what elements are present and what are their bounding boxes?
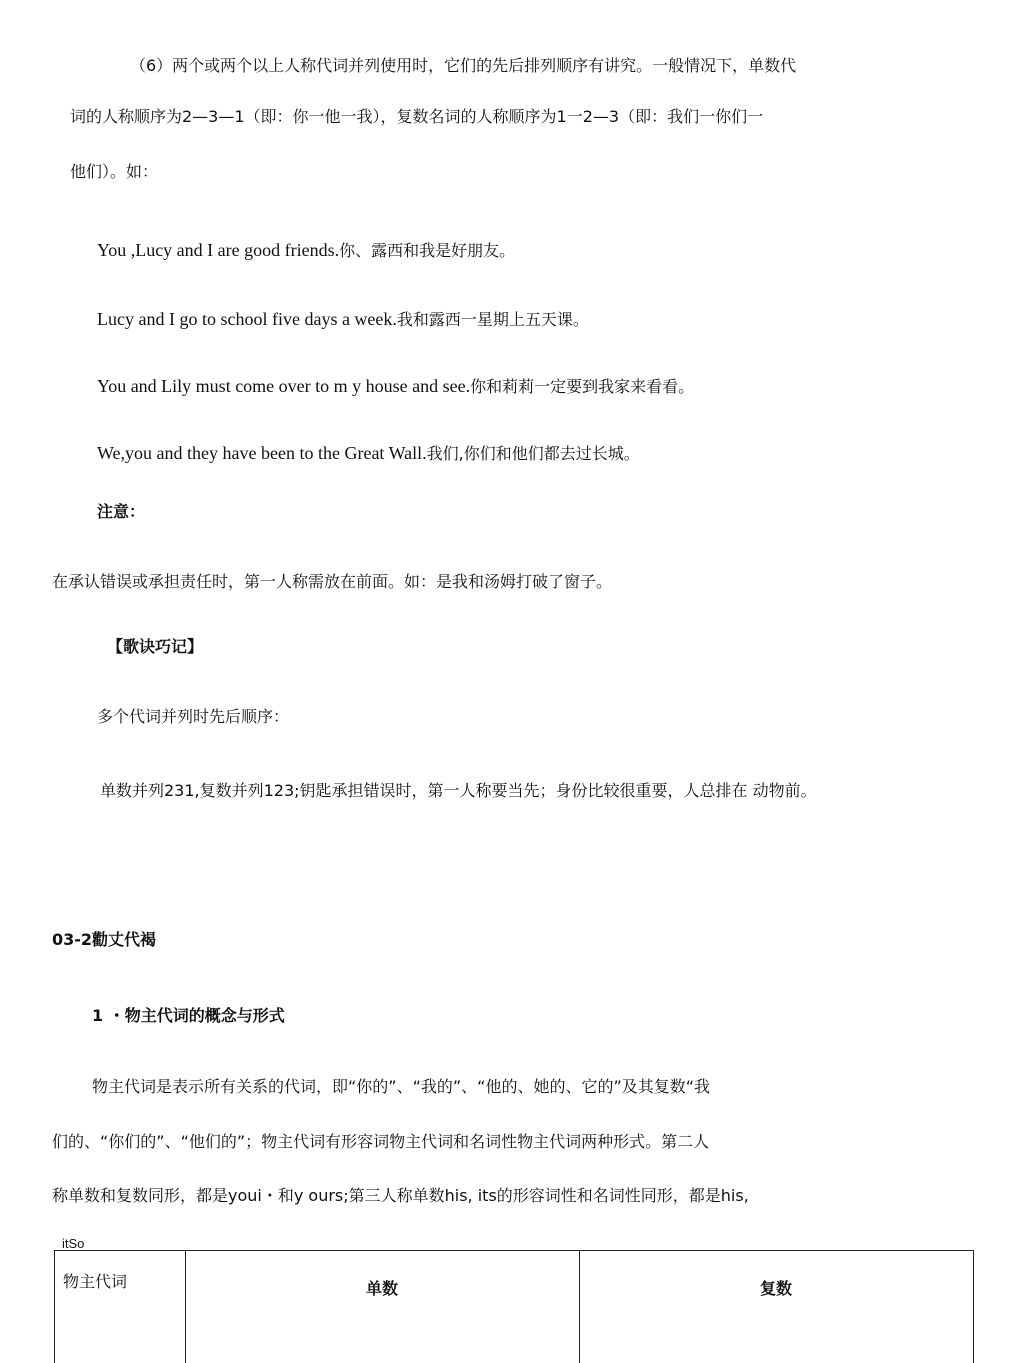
example-en: You ,Lucy and I are good friends.: [97, 240, 340, 260]
table-header-pronoun: [55, 1251, 186, 1363]
example-sentence-4: [97, 442, 640, 465]
example-sentence-3: [97, 375, 694, 398]
table-header-label: 单数: [366, 1279, 399, 1298]
example-en: Lucy and I go to school five days a week.: [97, 309, 397, 329]
example-zh: 你、露西和我是好朋友。: [339, 241, 516, 260]
rule6-line3: 他们）。如：: [70, 162, 159, 181]
section-tail: itSo: [62, 1236, 85, 1251]
section-para-line3: 称单数和复数同形，都是youi・和y ours;第三人称单数his, its的形容词性和名词性同形，都是his,: [52, 1186, 749, 1205]
table-header-label: 物主代词: [63, 1272, 128, 1291]
table-header-label: 复数: [760, 1279, 793, 1298]
table-header-singular: [186, 1251, 580, 1363]
section-para-line2: 们的、“你们的”、“他们的”；物主代词有形容词物主代词和名词性物主代词两种形式。第二人: [52, 1132, 710, 1151]
rhyme-text: 单数并列231,复数并列123;钥匙承担错误时，第一人称要当先；身份比较很重要，人总排在 动物前。: [100, 781, 817, 800]
example-zh: 我和露西一星期上五天课。: [396, 310, 589, 329]
example-zh: 你和莉莉一定要到我家来看看。: [470, 377, 695, 396]
section-para-line1: 物主代词是表示所有关系的代词，即“你的”、“我的”、“他的、她的、它的”及其复数“我: [92, 1077, 711, 1096]
section-subtitle: 1 ・物主代词的概念与形式: [92, 1006, 285, 1025]
example-zh: 我们,你们和他们都去过长城。: [426, 444, 640, 463]
table-header-plural: [580, 1251, 973, 1363]
example-en: We,you and they have been to the Great Wall.: [97, 443, 427, 463]
rhyme-intro: 多个代词并列时先后顺序：: [97, 707, 290, 726]
example-sentence-1: [97, 239, 515, 262]
rhyme-heading: 【歌诀巧记】: [107, 637, 204, 656]
possessive-pronoun-table: [54, 1250, 974, 1363]
note-text: 在承认错误或承担责任时，第一人称需放在前面。如：是我和汤姆打破了窗子。: [52, 572, 613, 591]
rule6-line1: （6）两个或两个以上人称代词并列使用时，它们的先后排列顺序有讲究。一般情况下，单数代: [130, 56, 797, 75]
example-sentence-2: [97, 308, 589, 331]
example-en: You and Lily must come over to m y house and see.: [97, 376, 471, 396]
rule6-line2: 词的人称顺序为2—3—1（即：你一他一我），复数名词的人称顺序为1一2—3（即：我们一你们一: [70, 107, 764, 126]
section-title: 03-2勸丈代褐: [52, 930, 157, 949]
note-heading: 注意：: [97, 502, 146, 521]
